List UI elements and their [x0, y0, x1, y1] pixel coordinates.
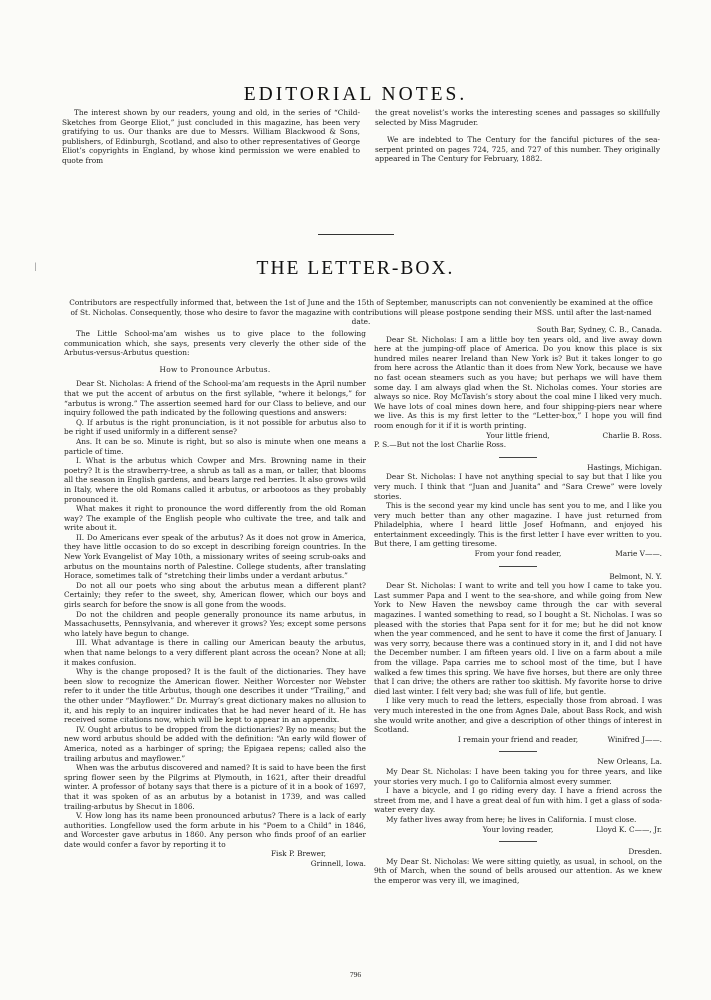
letter-signature: Winifred J——.	[607, 734, 662, 744]
letter-paragraph: V. How long has its name been pronounced arbutus? There is a lack of early authorities. Longfellow used the form arbute in his “Poem to a Child” in 1846, and Worcester gave arbutus in 1860. Any person who finds proof of an earlier date would confer a favor by reporting it to	[64, 811, 366, 849]
letter-location: Hastings, Michigan.	[587, 462, 662, 472]
letter-paragraph: Dear St. Nicholas: A friend of the School-ma’am requests in the April number that we put the accent of arbutus on the first syllable, “where it belongs,” for “arbutus is wrong.” The assertion seemed hard for our Class to believe, and our inquiry followed the path indicated by the following questions and answers:	[64, 379, 366, 418]
letter-paragraph: I have a bicycle, and I go riding every day. I have a friend across the street from me, and I have a great deal of fun with him. I get a glass of soda-water every day.	[374, 786, 662, 815]
letter-divider	[499, 566, 537, 567]
letter-paragraph: My father lives away from here; he lives in California. I must close.	[386, 814, 637, 824]
letter-paragraph: Dear St. Nicholas: I want to write and tell you how I came to take you. Last summer Papa and I went to the sea-shore, and while going from New York to New Haven the newsboy came through the car with several magazines. I wanted something to read, so I bought a St. Nicholas. I was so pleased with the stories that Papa sent for it for me; but he did not know when the year commenced, and he sent to have it come the first of January. I was very sorry, because there was a continued story in it, and I did not have the December number. I am fifteen years old. I live on a farm about a mile from the village. Papa carries me to school most of the time, but I have walked a few times this spring. We have five horses, but there are only three that I can drive; the others are rather too skittish. My favorite horse to drive died last winter. I felt very bad; she was full of life, but gentle.	[374, 581, 662, 696]
letter-paragraph: I like very much to read the letters, especially those from abroad. I was very much interested in the one from Agnes Dale, about Bass Rock, and wish she would write another, and give a description of other things of interest in Scotland.	[374, 696, 662, 735]
editorial-right-column	[375, 108, 660, 164]
letter-closing: I remain your friend and reader,	[457, 734, 579, 744]
letter-paragraph: My Dear St. Nicholas: I have been taking you for three years, and like your stories very much. I go to California almost every summer.	[374, 766, 662, 786]
editorial-paragraph-2: the great novelist’s works the interesting scenes and passages so skillfully selected by Miss Magruder.	[375, 108, 660, 127]
editorial-paragraph-1: The interest shown by our readers, young and old, in the series of “Child-Sketches from George Eliot,” just concluded in this magazine, has been very gratifying to us. Our thanks are due to Messrs. William Blackwood & Sons, publishers, of Edinburgh, Scotland, and also to other representatives of George Eliot’s copyrights in England, by whose kind permission we were enabled to quote from	[62, 108, 360, 165]
letter-signature: Fisk P. Brewer,	[270, 849, 326, 859]
letter-box-right-column	[374, 325, 662, 885]
editorial-paragraph-3: We are indebted to The Century for the fanciful pictures of the sea-serpent printed on pages 724, 725, and 727 of this number. They originally appeared in The Century for February, 1882.	[375, 135, 660, 164]
letter-postscript: P. S.—But not the lost Charlie Ross.	[374, 440, 507, 450]
letter-paragraph: Do not the children and people generally pronounce its name arbutus, in Massachusetts, Pennsylvania, and wherever it grows? Yes; except some persons who lately have begun to change.	[64, 609, 366, 638]
margin-mark: |	[34, 262, 37, 271]
letter-paragraph: II. Do Americans ever speak of the arbutus? As it does not grow in America, they have little occasion to do so except in describing foreign countries. In the New York Evangelist of May 10th, a missionary writes of seeing scrub-oaks and arbutus on the mountains north of Palestine. College students, after translating Horace, sometimes talk of “stretching their limbs under a verdant arbutus.”	[64, 532, 366, 581]
letter-divider	[499, 751, 537, 752]
letter-closing: From your fond reader,	[474, 549, 562, 559]
letter-box-intro: Contributors are respectfully informed that, between the 1st of June and the 15th of September, manuscripts can not conveniently be examined at the office of St. Nicholas. Consequently, those who desire to favor the magazine with contributions will please postpone sending their MSS. until after the last-named date.	[69, 298, 653, 327]
letter-paragraph: My Dear St. Nicholas: We were sitting quietly, as usual, in school, on the 9th of March, when the sound of bells aroused our attention. As we knew the emperor was very ill, we imagined,	[374, 856, 662, 885]
letter-signature: Lloyd K. C——, Jr.	[596, 824, 662, 834]
letter-paragraph: Ans. It can be so. Minute is right, but so also is minute when one means a particle of time.	[64, 436, 366, 456]
letter-location: South Bar, Sydney, C. B., Canada.	[536, 325, 662, 334]
letter-location: Grinnell, Iowa.	[310, 859, 366, 869]
letter-paragraph: III. What advantage is there in calling our American beauty the arbutus, when that name belongs to a very different plant across the ocean? None at all; it makes confusion.	[64, 638, 366, 667]
letter-paragraph: Do not all our poets who sing about the arbutus mean a different plant? Certainly; they refer to the sweet, shy, American flower, which our boys and girls search for before the snow is all gone from the woods.	[64, 580, 366, 610]
letter-box-title: THE LETTER-BOX.	[256, 258, 455, 279]
letter-divider	[499, 457, 537, 458]
letter-location: New Orleans, La.	[597, 757, 662, 767]
letter-paragraph: What makes it right to pronounce the word differently from the old Roman way? The example of the English people who cultivate the tree, and talk and write about it.	[64, 504, 366, 533]
letter-closing: Your little friend,	[486, 430, 550, 440]
letter-paragraph: Why is the change proposed? It is the fault of the dictionaries. They have been slow to recognize the American flower. Neither Worcester nor Webster refer to it under the title Arbutus, though one describes it under “Trailing,” and the other under “Mayflower.” Dr. Murray’s great dictionary makes no allusion to it, and his reply to an inquirer indicates that he had never heard of it. He has received some citations now, which will be kept to appear in an appendix.	[64, 667, 366, 725]
letter-closing: Your loving reader,	[482, 824, 554, 834]
letter-box-left-column	[64, 329, 366, 869]
editorial-notes-title: EDITORIAL NOTES.	[243, 84, 468, 105]
letter-signature: Marie V——.	[615, 549, 662, 559]
letter-location: Dresden.	[628, 847, 662, 857]
letter-signature: Charlie B. Ross.	[602, 430, 662, 440]
letter-location: Belmont, N. Y.	[609, 571, 662, 581]
letter-paragraph: Dear St. Nicholas: I have not anything special to say but that I like you very much. I think that “Juan and Juanita” and “Sara Crewe” were lovely stories.	[374, 472, 662, 501]
page-number: 796	[349, 970, 362, 979]
section-divider	[318, 234, 394, 235]
letter-divider	[499, 841, 537, 842]
letter-paragraph: I. What is the arbutus which Cowper and Mrs. Browning name in their poetry? It is the strawberry-tree, a shrub as tall as a man, or taller, that blooms all the season in English gardens, and bears large red berries. It also grows wild in Italy, where the old Romans called it arbutus, or arbootoos as they probably pronounced it.	[64, 456, 366, 504]
article-heading: How to Pronounce Arbutus.	[159, 364, 271, 374]
letter-paragraph: Dear St. Nicholas: I am a little boy ten years old, and live away down here at the jumping-off place of America. Do you know this place is six hundred miles nearer Ireland than New York is? But it takes longer to go from here across the Atlantic than it does from New York, because we have no fast ocean steamers such as you have; but perhaps we will have them some day. I am always glad when the St. Nicholas comes. Your stories are always so nice. Roy McTavish’s story about the coal mine I liked very much. We have lots of coal mines down here, and four shipping-piers near where we live. As this is my first letter to the “Letter-box,” I hope you will find room enough for it if it is worth printing.	[374, 334, 662, 430]
letter-paragraph: This is the second year my kind uncle has sent you to me, and I like you very much better than any other magazine. I have just returned from Philadelphia, where I heard little Josef Hofmann, and enjoyed his entertainment exceedingly. This is the first letter I have ever written to you. But there, I am getting tiresome.	[374, 501, 662, 549]
letter-paragraph: IV. Ought arbutus to be dropped from the dictionaries? By no means; but the new word arbutus should be added with the definition: “An early wild flower of America, noted as a harbinger of spring; the Epigaea repens; called also the trailing arbutus and mayflower.”	[64, 724, 366, 763]
letter-paragraph: When was the arbutus discovered and named? It is said to have been the first spring flower seen by the Pilgrims at Plymouth, in 1621, after their dreadful winter. A professor of botany says that there is a picture of it in a book of 1697, that it was spoken of as an arbutus by a botanist in 1739, and was called trailing-arbutus by Shecut in 1806.	[64, 763, 366, 811]
letter-paragraph: Q. If arbutus is the right pronunciation, is it not possible for arbutus also to be right if used uniformly in a different sense?	[64, 417, 366, 437]
intro-paragraph: The Little School-ma’am wishes us to give place to the following communication which, she says, presents very cleverly the other side of the Arbutus-versus-Arbutus question:	[64, 329, 366, 358]
editorial-left-column	[62, 108, 360, 166]
